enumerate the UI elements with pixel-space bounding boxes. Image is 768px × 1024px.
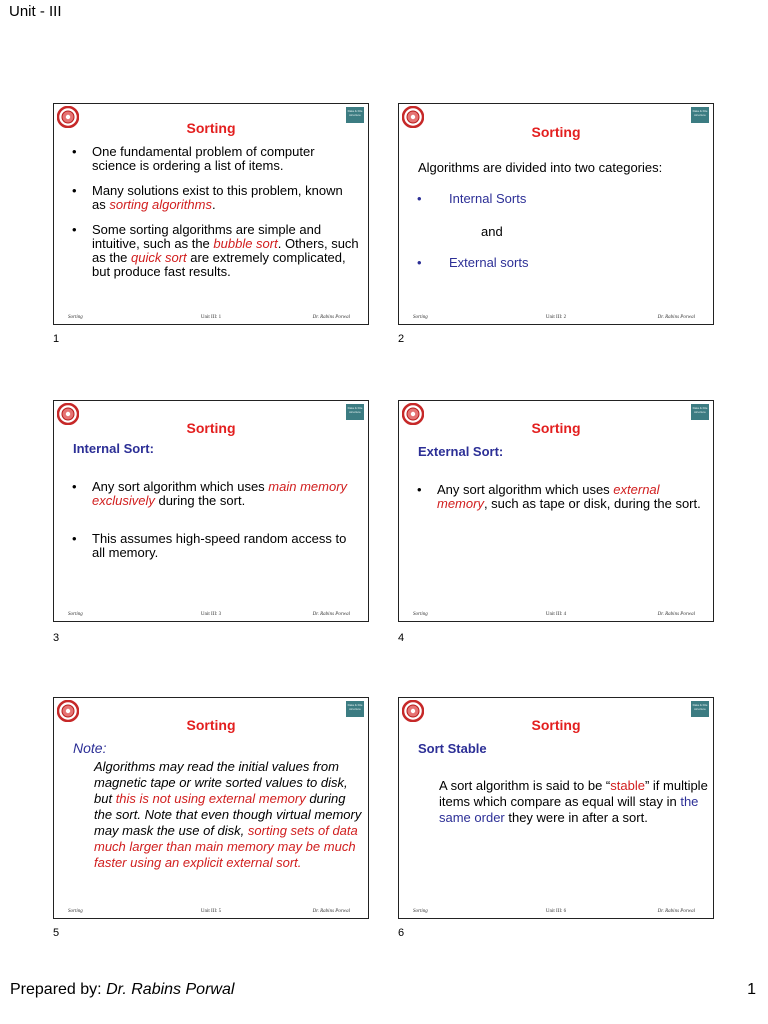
slide-title: Sorting [531, 124, 581, 140]
bullet-list [70, 480, 360, 571]
note-paragraph: Algorithms may read the initial values from magnetic tape or write sorted values to disk, but this is not using external memory during the sort. Note that even though virtual memory may mask the use of disk, sorting sets of data much larger than main memory may be much faster using an explicit external sort. [94, 759, 362, 870]
page-number: 1 [747, 981, 756, 998]
bullet-item: • Any sort algorithm which uses main memory exclusively during the sort. [70, 480, 360, 508]
intro-text: Algorithms are divided into two categories: [418, 160, 663, 175]
section-subhead: Internal Sort: [73, 441, 154, 456]
slide-footer-left: Sorting [68, 909, 83, 914]
slide-footer-right: Dr. Rabins Porwal [657, 612, 695, 617]
slide-title: Sorting [186, 420, 236, 436]
slide-footer-center: Unit III: 2 [545, 315, 567, 320]
page-header: Unit - III [9, 3, 62, 20]
bullet-list [70, 145, 360, 290]
course-badge: Data & File structure [691, 107, 709, 123]
slide-footer-right: Dr. Rabins Porwal [312, 612, 350, 617]
slide-number: 3 [53, 632, 60, 644]
bullet-item: • External sorts [415, 256, 705, 270]
slide-footer-center: Unit III: 4 [545, 612, 567, 617]
slide-footer-left: Sorting [68, 315, 83, 320]
author-name: Dr. Rabins Porwal [106, 981, 235, 998]
bullet-item: • Any sort algorithm which uses external memory, such as tape or disk, during the sort. [415, 483, 705, 511]
course-badge: Data & File structure [691, 701, 709, 717]
slide-title: Sorting [531, 717, 581, 733]
section-subhead: Sort Stable [418, 741, 487, 756]
course-badge: Data & File structure [691, 404, 709, 420]
slide-footer-right: Dr. Rabins Porwal [312, 909, 350, 914]
slide-number: 5 [53, 927, 60, 939]
slide-footer-left: Sorting [413, 315, 428, 320]
slide-title: Sorting [186, 717, 236, 733]
slide-number: 2 [398, 333, 405, 345]
bullet-item: • Many solutions exist to this problem, known as sorting algorithms. [70, 184, 360, 212]
slide-1 [53, 103, 369, 325]
slide-footer-center: Unit III: 5 [200, 909, 222, 914]
bullet-item: • Some sorting algorithms are simple and intuitive, such as the bubble sort. Others, such as the quick sort are extremely complicated, but produce fast results. [70, 223, 360, 279]
slide-footer-center: Unit III: 6 [545, 909, 567, 914]
and-text: and [481, 224, 503, 239]
course-badge: Data & File structure [346, 404, 364, 420]
bullet-list [415, 483, 705, 522]
slide-title: Sorting [531, 420, 581, 436]
page-footer: Prepared by: Dr. Rabins Porwal [10, 981, 235, 998]
slide-footer-left: Sorting [68, 612, 83, 617]
slide-footer-right: Dr. Rabins Porwal [312, 315, 350, 320]
slide-number: 6 [398, 927, 405, 939]
slide-4 [398, 400, 714, 622]
bullet-list [415, 192, 705, 217]
bullet-item: • This assumes high-speed random access to all memory. [70, 532, 360, 560]
course-badge: Data & File structure [346, 107, 364, 123]
section-subhead: External Sort: [418, 444, 504, 459]
slide-footer-right: Dr. Rabins Porwal [657, 315, 695, 320]
slide-number: 4 [398, 632, 405, 644]
slide-footer-left: Sorting [413, 909, 428, 914]
slide-footer-left: Sorting [413, 612, 428, 617]
slide-3 [53, 400, 369, 622]
bullet-list [415, 256, 705, 281]
bullet-item: • One fundamental problem of computer science is ordering a list of items. [70, 145, 360, 173]
slide-title: Sorting [186, 120, 236, 136]
slide-number: 1 [53, 333, 60, 345]
slide-footer-center: Unit III: 1 [200, 315, 222, 320]
definition-paragraph: A sort algorithm is said to be “stable” if multiple items which compare as equal will stay in the same order they were in after a sort. [439, 778, 708, 825]
slide-5 [53, 697, 369, 919]
note-heading: Note: [73, 740, 107, 756]
course-badge: Data & File structure [346, 701, 364, 717]
slide-6 [398, 697, 714, 919]
slide-2 [398, 103, 714, 325]
slide-footer-center: Unit III: 3 [200, 612, 222, 617]
bullet-item: • Internal Sorts [415, 192, 705, 206]
slide-footer-right: Dr. Rabins Porwal [657, 909, 695, 914]
